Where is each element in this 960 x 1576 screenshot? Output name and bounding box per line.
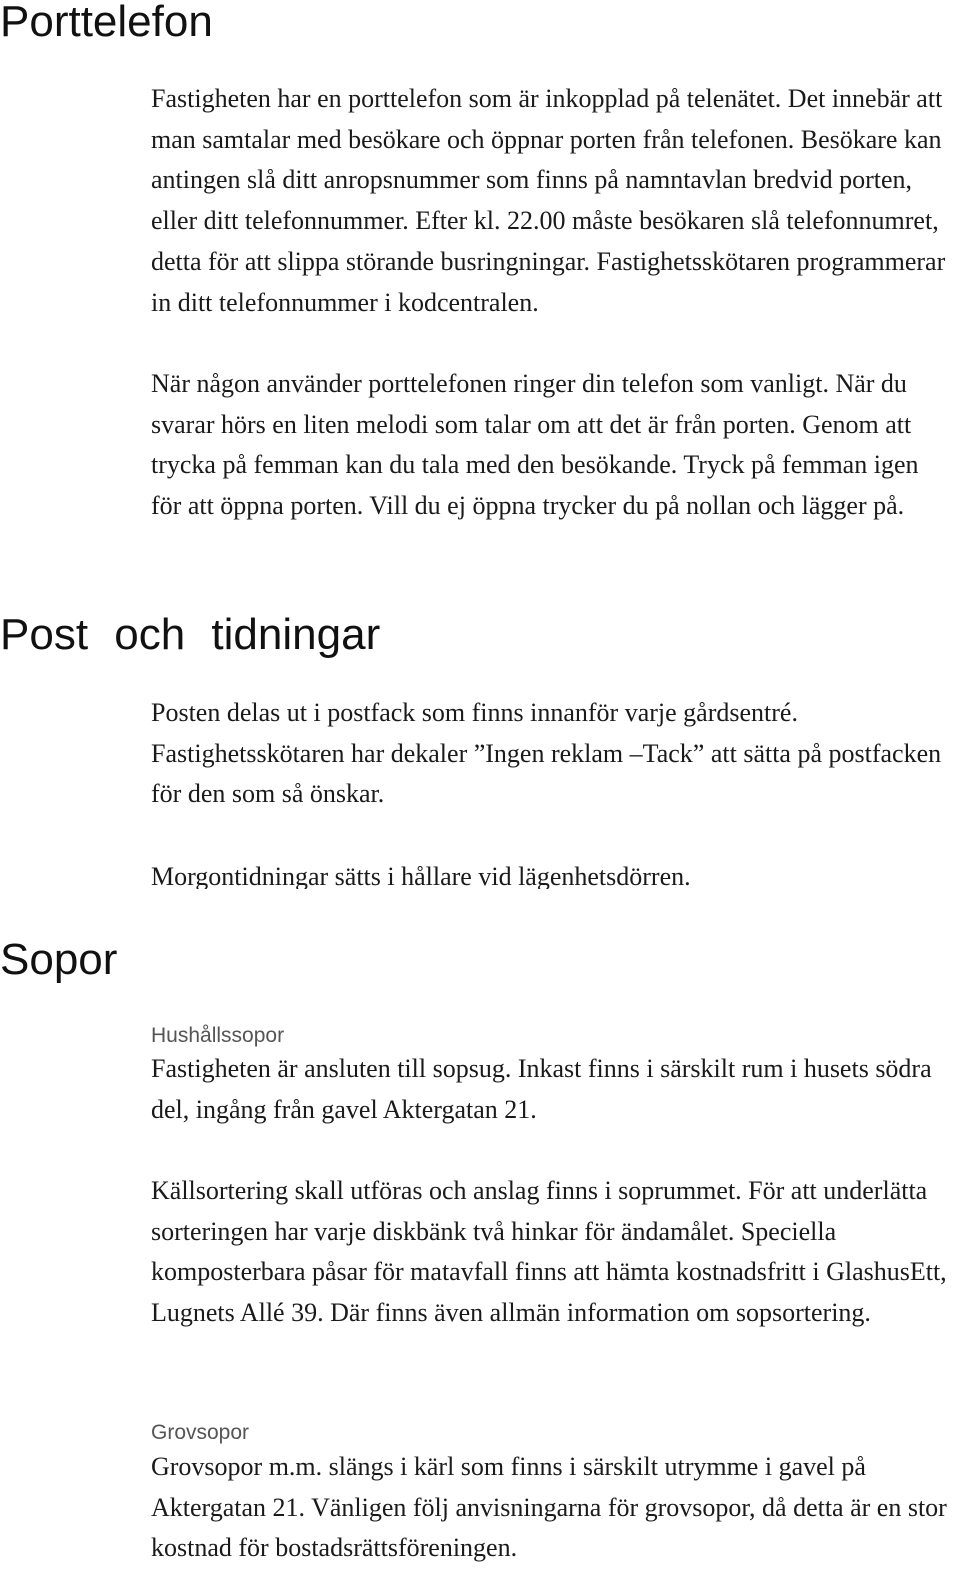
heading-porttelefon: Porttelefon	[0, 0, 213, 46]
porttelefon-paragraph-1: Fastigheten har en porttelefon som är inkopplad på telenätet. Det innebär att man samtalar med besökare och öppnar porten från telefonen. Besökare kan antingen slå ditt anropsnummer som finns på namntavlan bredvid porten, eller ditt telefonnummer. Efter kl. 22.00 måste besökaren slå telefonnumret, detta för att slippa störande busringningar. Fastighetsskötaren programmerar in ditt telefonnummer i kodcentralen.	[151, 84, 946, 317]
grovsopor-paragraph-1: Grovsopor m.m. slängs i kärl som finns i särskilt utrymme i gavel på Aktergatan 21. Vänligen följ anvisningarna för grovsopor, då detta är en stor kostnad för bostadsrättsföreningen.	[151, 1452, 947, 1563]
hushallssopor-paragraph-1: Fastigheten är ansluten till sopsug. Inkast finns i särskilt rum i husets södra del, ingång från gavel Aktergatan 21.	[151, 1054, 932, 1124]
hushallssopor-paragraph-2: Källsortering skall utföras och anslag finns i soprummet. För att underlätta sorteringen har varje diskbänk två hinkar för ändamålet. Speciella komposterbara påsar för matavfall finns att hämta kostnadsfritt i GlashusEtt, Lugnets Allé 39. Där finns även allmän information om sopsortering.	[151, 1176, 947, 1328]
heading-post-och-tidningar: Post och tidningar	[0, 610, 381, 659]
post-paragraph-1: Posten delas ut i postfack som finns innanför varje gårdsentré. Fastighetsskötaren har dekaler ”Ingen reklam –Tack” att sätta på postfacken för den som så önskar.	[151, 698, 942, 809]
subheading-hushallssopor: Hushållssopor	[151, 1024, 285, 1047]
heading-sopor: Sopor	[0, 935, 118, 984]
subheading-grovsopor: Grovsopor	[151, 1421, 250, 1444]
porttelefon-paragraph-2: När någon använder porttelefonen ringer din telefon som vanligt. När du svarar hörs en liten melodi som talar om att det är från porten. Genom att trycka på femman kan du tala med den besökande. Tryck på femman igen för att öppna porten. Vill du ej öppna trycker du på nollan och lägger på.	[151, 369, 919, 521]
post-paragraph-2: Morgontidningar sätts i hållare vid lägenhetsdörren.	[151, 862, 691, 889]
